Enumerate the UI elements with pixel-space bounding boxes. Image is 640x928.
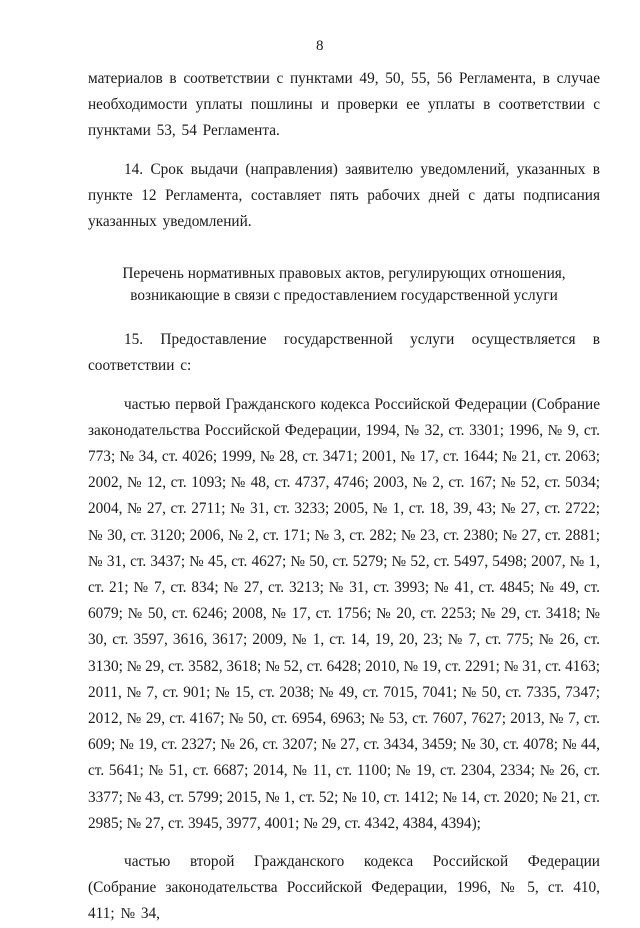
spacer — [88, 145, 600, 157]
civil-code-part-two: частью второй Гражданского кодекса Российской Федерации (Собрание законодательства Российской Федерации, 1996, № 5, ст. 410, 411; № 34, — [88, 853, 600, 923]
civil-code-part-one: частью первой Гражданского кодекса Российской Федерации (Собрание законодательства Российской Федерации, 1994, № 32, ст. 3301; 1996, № 9, ст. 773; № 34, ст. 4026; 1999, № 28, ст. 3471; 2001, № 17, ст. 1644; № 21, ст. 2063; 2002, № 12, ст. 1093; № 48, ст. 4737, 4746; 2003, № 2, ст. 167; № 52, ст. 5034; 2004, № 27, ст. 2711; № 31, ст. 3233; 2005, № 1, ст. 18, 39, 43; № 27, ст. 2722; № 30, ст. 3120; 2006, № 2, ст. 171; № 3, ст. 282; № 23, ст. 2380; № 27, ст. 2881; № 31, ст. 3437; № 45, ст. 4627; № 50, ст. 5279; № 52, ст. 5497, 5498; 2007, № 1, ст. 21; № 7, ст. 834; № 27, ст. 3213; № 31, ст. 3993; № 41, ст. 4845; № 49, ст. 6079; № 50, ст. 6246; 2008, № 17, ст. 1756; № 20, ст. 2253; № 29, ст. 3418; № 30, ст. 3597, 3616, 3617; 2009, № 1, ст. 14, 19, 20, 23; № 7, ст. 775; № 26, ст. 3130; № 29, ст. 3582, 3618; № 52, ст. 6428; 2010, № 19, ст. 2291; № 31, ст. 4163; 2011, № 7, ст. 901; № 15, ст. 2038; № 49, ст. 7015, 7041; № 50, ст. 7335, 7347; 2012, № 29, ст. 4167; № 50, ст. 6954, 6963; № 53, ст. 7607, 7627; 2013, № 7, ст. 609; № 19, ст. 2327; № 26, ст. 3207; № 27, ст. 3434, 3459; № 30, ст. 4078; № 44, ст. 5641; № 51, ст. 6687; 2014, № 11, ст. 1100; № 19, ст. 2304, 2334; № 26, ст. 3377; № 43, ст. 5799; 2015, № 1, ст. 52; № 10, ст. 1412; № 14, ст. 2020; № 21, ст. 2985; № 27, ст. 3945, 3977, 4001; № 29, ст. 4342, 4384, 4394); — [88, 395, 600, 832]
spacer — [88, 307, 600, 327]
paragraph-14: 14. Срок выдачи (направления) заявителю уведомлений, указанных в пункте 12 Регламента, составляет пять рабочих дней с даты подписания указанных уведомлений. — [88, 160, 600, 231]
spacer — [88, 235, 600, 263]
paragraph-15: 15. Предоставление государственной услуги осуществляется в соответствии с: — [88, 331, 600, 375]
spacer — [88, 380, 600, 392]
section-heading: Перечень нормативных правовых актов, регулирующих отношения, возникающие в связи с предоставлением государственной услуги — [122, 265, 566, 305]
paragraph-13-continuation: материалов в соответствии с пунктами 49, 50, 55, 56 Регламента, в случае необходимости уплаты пошлины и проверки ее уплаты в соответствии с пунктами 53, 54 Регламента. — [88, 70, 600, 140]
document-body — [88, 66, 600, 928]
page-number: 8 — [316, 38, 324, 54]
spacer — [88, 837, 600, 849]
